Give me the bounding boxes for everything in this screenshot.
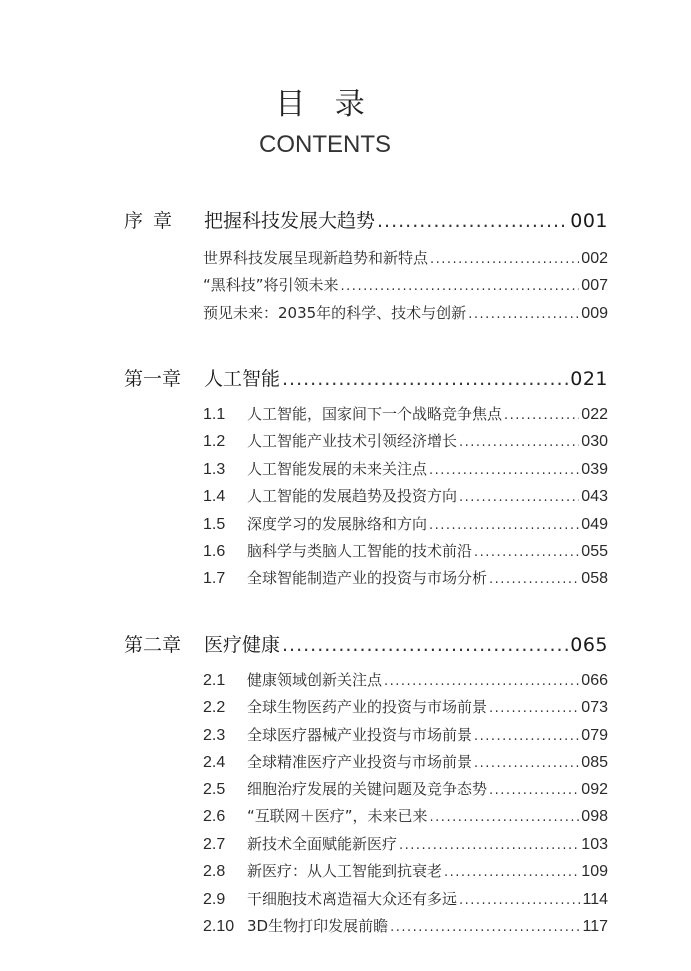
entry-number: 1.7 bbox=[203, 570, 226, 587]
entry-page: 030 bbox=[581, 433, 608, 450]
entry-title: 细胞治疗发展的关键问题及竞争态势 bbox=[247, 780, 488, 798]
entry-page: 058 bbox=[581, 570, 608, 587]
entry-title: “互联网＋医疗”，未来已来 bbox=[247, 807, 428, 825]
leader-dots bbox=[474, 756, 579, 771]
entry-page: 043 bbox=[581, 488, 608, 505]
chapter-label: 第二章 bbox=[124, 634, 182, 656]
toc-entry[interactable] bbox=[203, 458, 608, 480]
leader-dots bbox=[474, 729, 579, 744]
entry-page: 002 bbox=[581, 250, 608, 267]
entry-number: 1.5 bbox=[203, 516, 226, 533]
entry-number: 2.7 bbox=[203, 836, 226, 853]
chapter-label: 第一章 bbox=[124, 368, 182, 390]
entry-number: 2.5 bbox=[203, 781, 226, 798]
chapter-page: 065 bbox=[570, 634, 608, 656]
chapter-title: 医疗健康 bbox=[204, 634, 281, 656]
entry-page: 117 bbox=[582, 918, 608, 935]
leader-dots bbox=[399, 838, 579, 853]
entry-page: 055 bbox=[581, 543, 608, 560]
leader-dots bbox=[504, 408, 579, 423]
entry-number: 2.3 bbox=[203, 727, 226, 744]
toc-entry[interactable] bbox=[203, 724, 608, 746]
entry-number: 1.1 bbox=[203, 406, 226, 423]
entry-page: 073 bbox=[581, 699, 608, 716]
toc-entry[interactable] bbox=[203, 833, 608, 855]
entry-title: 深度学习的发展脉络和方向 bbox=[247, 515, 428, 533]
leader-dots bbox=[489, 572, 579, 587]
toc-entry[interactable] bbox=[203, 860, 608, 882]
leader-dots bbox=[459, 490, 579, 505]
entry-number: 1.6 bbox=[203, 543, 226, 560]
leader-dots bbox=[459, 893, 580, 908]
toc-entry[interactable] bbox=[203, 778, 608, 800]
entry-page: 114 bbox=[582, 891, 608, 908]
chapter-title: 把握科技发展大趋势 bbox=[204, 210, 376, 232]
entry-title: 新技术全面赋能新医疗 bbox=[247, 835, 398, 853]
entry-number: 2.1 bbox=[203, 672, 226, 689]
entry-title: 人工智能，国家间下一个战略竞争焦点 bbox=[247, 405, 503, 423]
entry-title: 3D生物打印发展前瞻 bbox=[247, 917, 389, 935]
chapter-label: 序章 bbox=[124, 210, 183, 232]
entry-number: 2.6 bbox=[203, 808, 226, 825]
toc-entry[interactable] bbox=[203, 669, 608, 691]
chapter-page: 001 bbox=[570, 210, 608, 232]
toc-chapter-2[interactable] bbox=[124, 630, 608, 660]
entry-title: 人工智能产业技术引领经济增长 bbox=[247, 432, 458, 450]
entry-number: 1.2 bbox=[203, 433, 226, 450]
entry-page: 022 bbox=[581, 406, 608, 423]
toc-entry[interactable] bbox=[203, 888, 608, 910]
toc-chapter-1[interactable] bbox=[124, 364, 608, 394]
leader-dots bbox=[474, 545, 579, 560]
entry-page: 103 bbox=[581, 836, 608, 853]
leader-dots bbox=[429, 518, 579, 533]
entry-number: 2.2 bbox=[203, 699, 226, 716]
entry-page: 049 bbox=[581, 516, 608, 533]
entry-page: 066 bbox=[581, 672, 608, 689]
leader-dots bbox=[341, 279, 580, 294]
leader-dots bbox=[282, 368, 568, 390]
entry-title: 全球医疗器械产业投资与市场前景 bbox=[247, 726, 473, 744]
chapter-page: 021 bbox=[570, 368, 608, 390]
entry-page: 039 bbox=[581, 461, 608, 478]
leader-dots bbox=[377, 210, 568, 232]
toc-entry[interactable] bbox=[203, 751, 608, 773]
entry-page: 109 bbox=[581, 863, 608, 880]
entry-number: 2.4 bbox=[203, 754, 226, 771]
entry-title: 脑科学与类脑人工智能的技术前沿 bbox=[247, 542, 473, 560]
toc-chapter-preface[interactable] bbox=[124, 206, 608, 236]
toc-entry[interactable] bbox=[203, 274, 608, 296]
page-title: 目 录 bbox=[275, 87, 375, 122]
toc-entry[interactable] bbox=[203, 540, 608, 562]
entry-page: 085 bbox=[581, 754, 608, 771]
entry-title: 新医疗：从人工智能到抗衰老 bbox=[247, 862, 443, 880]
leader-dots bbox=[468, 307, 579, 322]
entry-page: 079 bbox=[581, 727, 608, 744]
entry-number: 2.9 bbox=[203, 891, 226, 908]
entry-title: 全球智能制造产业的投资与市场分析 bbox=[247, 569, 488, 587]
entry-number: 1.3 bbox=[203, 461, 226, 478]
entry-number: 1.4 bbox=[203, 488, 226, 505]
entry-title: 人工智能发展的未来关注点 bbox=[247, 460, 428, 478]
toc-entry[interactable] bbox=[203, 513, 608, 535]
leader-dots bbox=[429, 463, 579, 478]
toc-entry[interactable] bbox=[203, 302, 608, 324]
entry-title: 健康领域创新关注点 bbox=[247, 671, 383, 689]
entry-number: 2.8 bbox=[203, 863, 226, 880]
chapter-title: 人工智能 bbox=[204, 368, 281, 390]
entry-title: 全球精准医疗产业投资与市场前景 bbox=[247, 753, 473, 771]
toc-entry[interactable] bbox=[203, 696, 608, 718]
toc-entry[interactable] bbox=[203, 805, 608, 827]
entry-title: 世界科技发展呈现新趋势和新特点 bbox=[203, 249, 429, 267]
toc-entry[interactable] bbox=[203, 915, 608, 937]
toc-entry[interactable] bbox=[203, 430, 608, 452]
entry-title: “黑科技”将引领未来 bbox=[203, 276, 339, 294]
leader-dots bbox=[489, 701, 579, 716]
leader-dots bbox=[430, 810, 580, 825]
entry-page: 098 bbox=[581, 808, 608, 825]
leader-dots bbox=[444, 865, 579, 880]
leader-dots bbox=[430, 252, 579, 267]
entry-title: 人工智能的发展趋势及投资方向 bbox=[247, 487, 458, 505]
leader-dots bbox=[459, 435, 579, 450]
leader-dots bbox=[489, 783, 579, 798]
entry-title: 预见未来：2035年的科学、技术与创新 bbox=[203, 304, 467, 322]
entry-title: 干细胞技术离造福大众还有多远 bbox=[247, 890, 458, 908]
toc-entry[interactable] bbox=[203, 485, 608, 507]
entry-page: 009 bbox=[581, 305, 608, 322]
toc-entry[interactable] bbox=[203, 567, 608, 589]
toc-entry[interactable] bbox=[203, 247, 608, 269]
leader-dots bbox=[282, 634, 568, 656]
entry-number: 2.10 bbox=[203, 918, 235, 935]
entry-page: 007 bbox=[581, 277, 608, 294]
leader-dots bbox=[384, 674, 579, 689]
leader-dots bbox=[390, 920, 580, 935]
entry-page: 092 bbox=[581, 781, 608, 798]
toc-entry[interactable] bbox=[203, 403, 608, 425]
entry-title: 全球生物医药产业的投资与市场前景 bbox=[247, 698, 488, 716]
page-subtitle: CONTENTS bbox=[259, 131, 391, 158]
